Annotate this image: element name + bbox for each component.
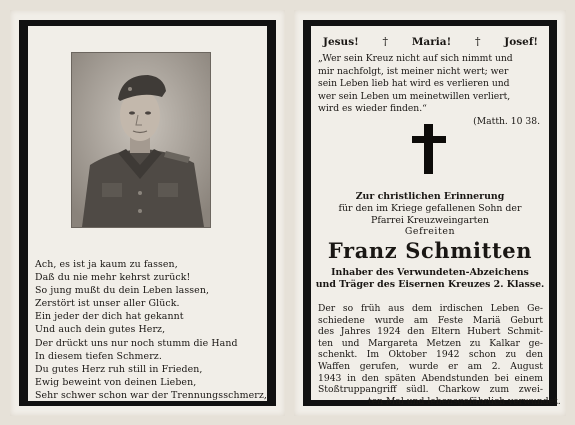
memorial-poem bbox=[35, 258, 273, 402]
poem-line: So jung mußt du dein Leben lassen, bbox=[35, 285, 210, 297]
poem-line: Der drückt uns nur noch stumm die Hand bbox=[35, 337, 238, 349]
verse-line: sein Leben lieb hat wird es verlieren und bbox=[318, 78, 510, 90]
bio-line: ten Mal und lebensgefährlich verwundet. bbox=[368, 395, 561, 407]
bio-line: ten und Margareta Metzen zu Kalkar ge- bbox=[318, 337, 543, 349]
name-josef: Josef! bbox=[504, 35, 538, 48]
left-page bbox=[10, 10, 285, 416]
bio-line: des Jahres 1924 den Eltern Hubert Schmit- bbox=[318, 326, 543, 338]
decorations bbox=[314, 267, 546, 290]
poem-line: Ach, es ist ja kaum zu fassen, bbox=[35, 259, 178, 270]
verse-line: mir nachfolgt, ist meiner nicht wert; wer bbox=[318, 65, 509, 77]
holy-names-header bbox=[323, 35, 538, 48]
bio-line: Waffen gerufen, wurde er am 2. August bbox=[318, 360, 543, 372]
poem-line: Sehr schwer schon war der Trennungsschmerz, bbox=[35, 389, 267, 401]
poem-line: Daß du nie mehr kehrst zurück! bbox=[35, 272, 191, 284]
award-line: und Träger des Eisernen Kreuzes 2. Klasse. bbox=[315, 278, 545, 290]
biography bbox=[318, 303, 561, 407]
poem-line: Ewig beweint von deinen Lieben, bbox=[35, 376, 197, 388]
large-cross-icon bbox=[412, 124, 446, 174]
verse-line: wer sein Leben um meinetwillen verliert, bbox=[318, 90, 511, 102]
deceased-name: Franz Schmitten bbox=[327, 238, 533, 263]
cross-horizontal-bar bbox=[412, 136, 446, 143]
poem-line: Du gutes Herz ruh still in Frieden, bbox=[35, 363, 203, 375]
bio-line: 1943 in den späten Abendstunden bei einem bbox=[318, 372, 543, 384]
poem-line: Zerstört ist unser aller Glück. bbox=[35, 298, 180, 310]
name-maria: Maria! bbox=[411, 35, 452, 48]
poem-line: Ein jeder der dich hat gekannt bbox=[35, 311, 184, 323]
small-cross-icon: † bbox=[382, 35, 389, 48]
memory-title: Zur christlichen Erinnerung bbox=[355, 191, 505, 202]
bible-verse bbox=[318, 53, 543, 127]
bio-line: schiedene wurde am Feste Mariä Geburt bbox=[318, 314, 543, 326]
memory-line: für den im Kriege gefallenen Sohn der bbox=[338, 202, 522, 214]
verse-line: „Wer sein Kreuz nicht auf sich nimmt und bbox=[318, 53, 513, 64]
verse-reference: (Matth. 10 38. bbox=[473, 116, 540, 127]
poem-line: In diesem tiefen Schmerz. bbox=[35, 350, 162, 362]
bio-line: Stoßtruppangriff südl. Charkow zum zwei- bbox=[318, 384, 543, 396]
soldier-portrait-photo bbox=[71, 52, 211, 228]
bio-line: Der so früh aus dem irdischen Leben Ge- bbox=[318, 303, 543, 314]
memorial-dedication bbox=[314, 191, 546, 238]
award-line: Inhaber des Verwundeten-Abzeichens bbox=[331, 267, 529, 278]
small-cross-icon: † bbox=[474, 35, 481, 48]
military-rank: Gefreiten bbox=[404, 226, 456, 238]
verse-line: wird es wieder finden.“ bbox=[318, 103, 427, 115]
right-page bbox=[294, 10, 566, 416]
cross-vertical-bar bbox=[424, 124, 433, 174]
memory-line: Pfarrei Kreuzweingarten bbox=[371, 214, 489, 226]
poem-line: Und auch dein gutes Herz, bbox=[35, 324, 166, 336]
bio-line: schenkt. Im Oktober 1942 schon zu den bbox=[318, 349, 543, 361]
name-jesus: Jesus! bbox=[323, 35, 359, 48]
